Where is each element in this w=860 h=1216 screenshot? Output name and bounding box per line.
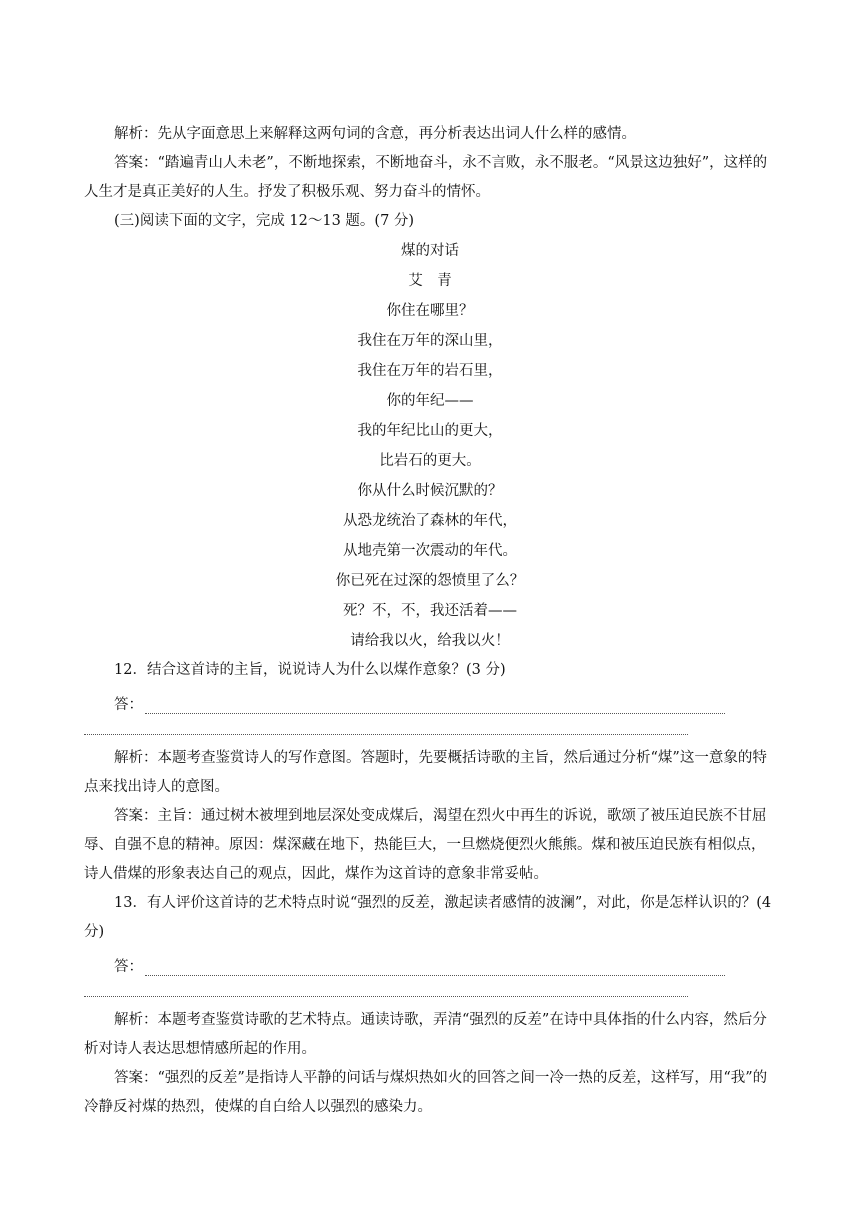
poem-title: 煤的对话 xyxy=(401,243,459,259)
poem-line: 我的年纪比山的更大， xyxy=(357,423,503,439)
analysis-11: 解析：先从字面意思上来解释这两句词的含意，再分析表达出词人什么样的感情。 xyxy=(114,126,636,142)
answer-12-blank-2[interactable] xyxy=(84,714,688,735)
poem-line: 我住在万年的岩石里， xyxy=(357,363,503,379)
answer-13-line xyxy=(84,947,776,976)
answer-13-blank[interactable] xyxy=(145,961,725,976)
poem-line: 你已死在过深的怨愤里了么？ xyxy=(335,573,525,589)
answer-12: 答案：主旨：通过树木被埋到地层深处变成煤后，渴望在烈火中再生的诉说，歌颂了被压迫民族不甘屈辱、自强不息的精神。原因：煤深藏在地下，热能巨大，一旦燃烧便烈火熊熊。煤和被压迫民族有相似点，诗人借煤的形象表达自己的观点，因此，煤作为这首诗的意象非常妥帖。 xyxy=(84,808,767,882)
analysis-12: 解析：本题考查鉴赏诗人的写作意图。答题时，先要概括诗歌的主旨，然后通过分析“煤”这一意象的特点来找出诗人的意图。 xyxy=(84,750,767,795)
poem-line: 从地壳第一次震动的年代。 xyxy=(343,543,517,559)
answer-12-blank[interactable] xyxy=(145,699,725,714)
answer-12-label: 答： xyxy=(114,697,143,713)
section-3-heading: (三)阅读下面的文字，完成 12～13 题。(7 分) xyxy=(114,213,415,229)
poem-line: 死？不，不，我还活着—— xyxy=(343,603,517,619)
answer-13-blank-2[interactable] xyxy=(84,976,688,997)
answer-13: 答案：“强烈的反差”是指诗人平静的问话与煤炽热如火的回答之间一冷一热的反差，这样写，用“我”的冷静反衬煤的热烈，使煤的自白给人以强烈的感染力。 xyxy=(84,1070,768,1115)
answer-12-line xyxy=(84,685,776,714)
document-body xyxy=(84,120,776,1122)
poem-line: 我住在万年的深山里， xyxy=(357,333,503,349)
poem-line: 你住在哪里？ xyxy=(386,303,474,319)
question-13: 13．有人评价这首诗的艺术特点时说“强烈的反差，激起读者感情的波澜”，对此，你是怎样认识的？(4 分) xyxy=(84,895,772,940)
answer-11: 答案：“踏遍青山人未老”，不断地探索，不断地奋斗，永不言败，永不服老。“风景这边独好”，这样的人生才是真正美好的人生。抒发了积极乐观、努力奋斗的情怀。 xyxy=(84,155,768,200)
poem-line: 你的年纪—— xyxy=(386,393,474,409)
poem-line: 比岩石的更大。 xyxy=(379,453,481,469)
analysis-13: 解析：本题考查鉴赏诗歌的艺术特点。通读诗歌，弄清“强烈的反差”在诗中具体指的什么内容，然后分析对诗人表达思想情感所起的作用。 xyxy=(84,1012,767,1057)
question-12: 12．结合这首诗的主旨，说说诗人为什么以煤作意象？(3 分) xyxy=(114,662,506,678)
poem-author: 艾 青 xyxy=(408,273,452,289)
answer-13-label: 答： xyxy=(114,959,143,975)
poem-line: 请给我以火，给我以火！ xyxy=(350,633,510,649)
poem xyxy=(84,236,776,656)
poem-line: 你从什么时候沉默的？ xyxy=(357,483,503,499)
poem-line: 从恐龙统治了森林的年代， xyxy=(343,513,517,529)
